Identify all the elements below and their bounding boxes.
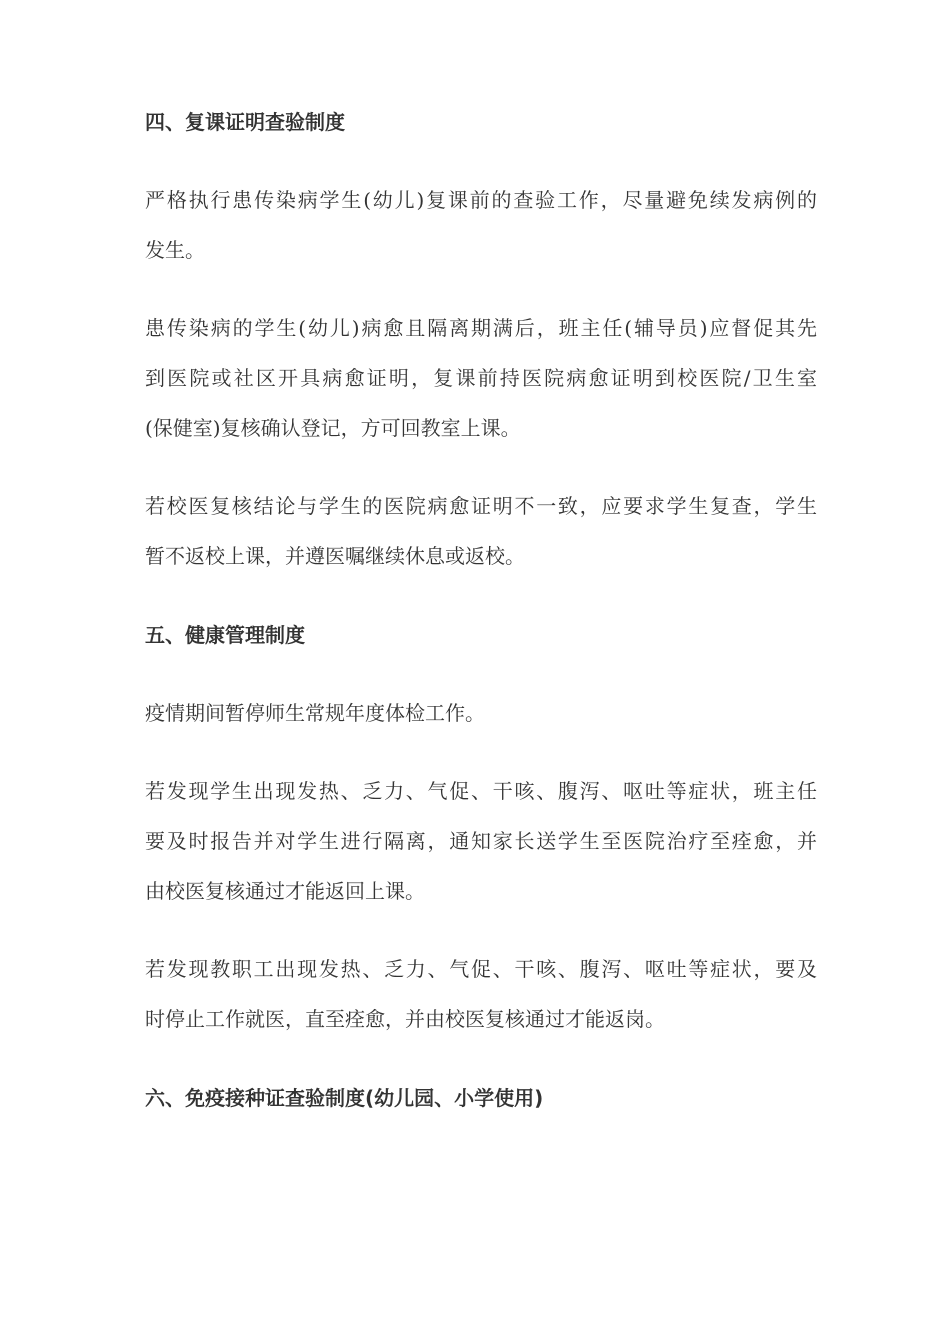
paragraph-line: 疫情期间暂停师生常规年度体检工作。 [145,701,485,725]
section-heading: 四、复课证明查验制度 [145,110,345,134]
paragraph-line: 由校医复核通过才能返回上课。 [145,879,425,903]
paragraph-line: 严格执行患传染病学生(幼儿)复课前的查验工作，尽量避免续发病例的 [145,188,817,212]
paragraph-line: 到医院或社区开具病愈证明，复课前持医院病愈证明到校医院/卫生室 [145,366,817,390]
paragraph-line: 暂不返校上课，并遵医嘱继续休息或返校。 [145,544,525,568]
paragraph-line: 若发现学生出现发热、乏力、气促、干咳、腹泻、呕吐等症状，班主任 [145,779,817,803]
paragraph [145,944,817,1044]
paragraph-line: 发生。 [145,238,205,262]
paragraph [145,303,817,453]
section-heading: 六、免疫接种证查验制度(幼儿园、小学使用) [145,1086,544,1110]
paragraph [145,481,817,581]
paragraph-line: 要及时报告并对学生进行隔离，通知家长送学生至医院治疗至痊愈，并 [145,829,817,853]
section-heading: 五、健康管理制度 [145,623,305,647]
paragraph-line: 若校医复核结论与学生的医院病愈证明不一致，应要求学生复查，学生 [145,494,817,518]
paragraph [145,175,817,275]
paragraph-line: 若发现教职工出现发热、乏力、气促、干咳、腹泻、呕吐等症状，要及 [145,957,817,981]
paragraph [145,766,817,916]
paragraph-line: 患传染病的学生(幼儿)病愈且隔离期满后，班主任(辅导员)应督促其先 [145,316,817,340]
paragraph-line: (保健室)复核确认登记，方可回教室上课。 [145,416,521,440]
paragraph [145,688,817,738]
paragraph-line: 时停止工作就医，直至痊愈，并由校医复核通过才能返岗。 [145,1007,665,1031]
